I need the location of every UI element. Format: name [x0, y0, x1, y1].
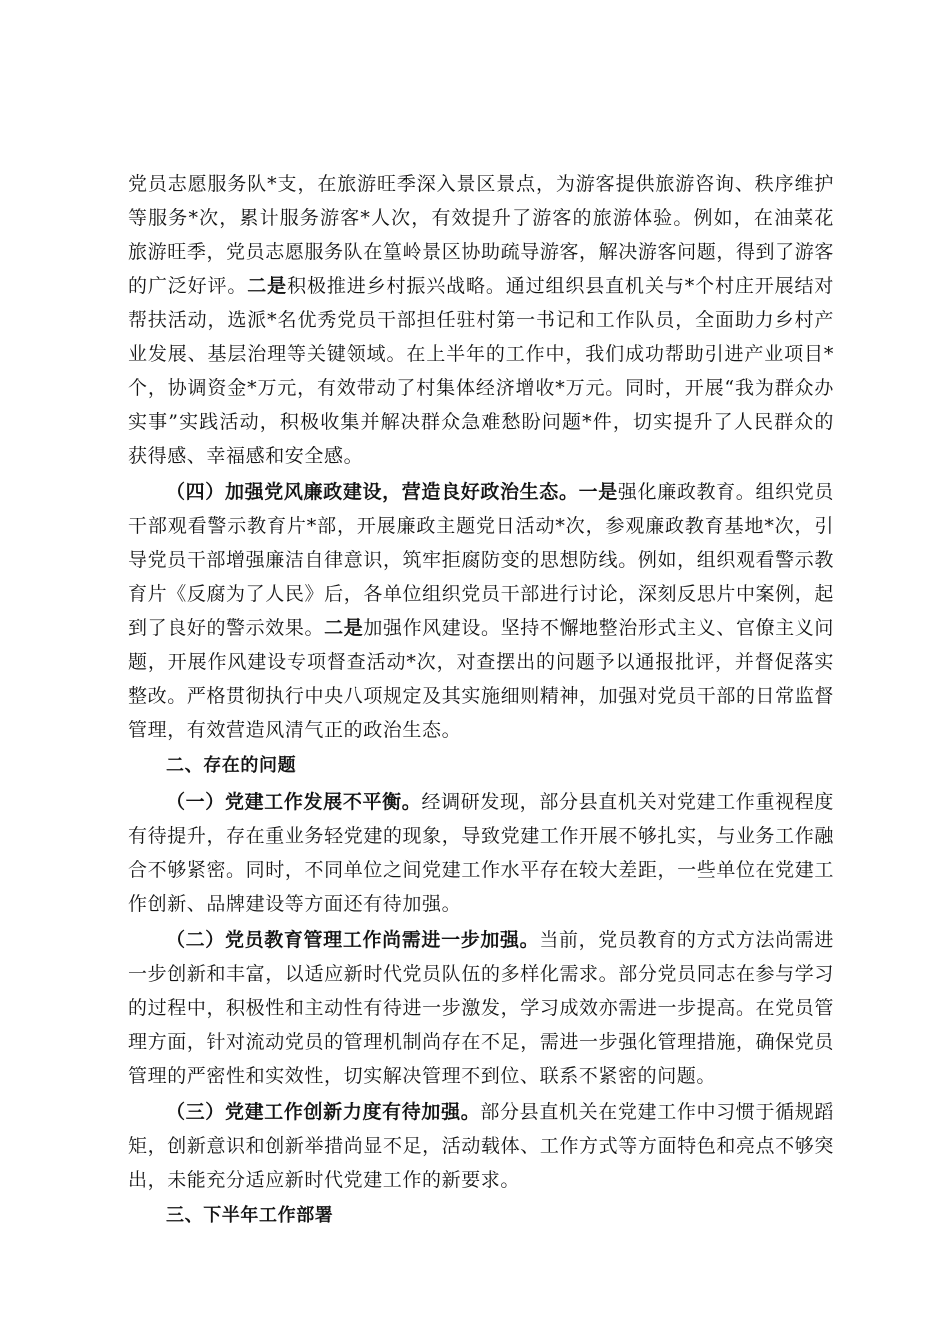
problem-item-text: 部分县直机关在党建工作中习惯于循规蹈矩，创新意识和创新举措尚显不足，活动载体、工作方式等方面特色和亮点不够突出，未能充分适应新时代党建工作的新要求。 [128, 1101, 834, 1191]
paragraph-integrity-building [128, 475, 834, 747]
problem-item-lead: （一）党建工作发展不平衡。 [166, 791, 422, 813]
problem-item-imbalance [128, 785, 834, 921]
document-body [128, 167, 834, 1235]
paragraph-text-continued: 积极推进乡村振兴战略。通过组织县直机关与*个村庄开展结对帮扶活动，选派*名优秀党员干部担任驻村第一书记和工作队员，全面助力乡村产业发展、基层治理等关键领域。在上半年的工作中，我们成功帮助引进产业项目*个，协调资金*万元，有效带动了村集体经济增收*万元。同时，开展“我为群众办实事”实践活动，积极收集并解决群众急难愁盼问题*件，切实提升了人民群众的获得感、幸福感和安全感。 [128, 275, 834, 467]
problem-item-text: 经调研发现，部分县直机关对党建工作重视程度有待提升，存在重业务轻党建的现象，导致党建工作开展不够扎实，与业务工作融合不够紧密。同时，不同单位之间党建工作水平存在较大差距，一些单位在党建工作创新、品牌建设等方面还有待加强。 [128, 791, 834, 915]
problem-item-innovation [128, 1095, 834, 1197]
problem-item-lead: （二）党员教育管理工作尚需进一步加强。 [166, 929, 540, 951]
section-heading-problems: 二、存在的问题 [166, 755, 297, 776]
problem-item-member-education [128, 923, 834, 1093]
problem-item-text: 当前，党员教育的方式方法尚需进一步创新和丰富，以适应新时代党员队伍的多样化需求。部分党员同志在参与学习的过程中，积极性和主动性有待进一步激发，学习成效亦需进一步提高。在党员管理方面，针对流动党员的管理机制尚存在不足，需进一步强化管理措施，确保党员管理的严密性和实效性，切实解决管理不到位、联系不紧密的问题。 [128, 929, 834, 1087]
problem-item-lead: （三）党建工作创新力度有待加强。 [166, 1101, 481, 1123]
section-heading-next-half-plan: 三、下半年工作部署 [166, 1205, 334, 1226]
paragraph-text: 党员志愿服务队*支，在旅游旺季深入景区景点，为游客提供旅游咨询、秩序维护等服务*次，累计服务游客*人次，有效提升了游客的旅游体验。例如，在油菜花旅游旺季，党员志愿服务队在篁岭景区协助疏导游客，解决游客问题，得到了游客的广泛好评。 [128, 173, 834, 297]
bold-lead-second: 二是 [247, 275, 288, 297]
bold-lead-second: 二是 [324, 617, 364, 639]
paragraph-lead-heading: （四）加强党风廉政建设，营造良好政治生态。一是 [166, 481, 618, 503]
paragraph-text: 强化廉政教育。组织党员干部观看警示教育片*部，开展廉政主题党日活动*次，参观廉政教育基地*次，引导党员干部增强廉洁自律意识，筑牢拒腐防变的思想防线。例如，组织观看警示教育片《反腐为了人民》后，各单位组织党员干部进行讨论，深刻反思片中案例，起到了良好的警示效果。 [128, 481, 834, 639]
paragraph-text-continued: 加强作风建设。坚持不懈地整治形式主义、官僚主义问题，开展作风建设专项督查活动*次，对查摆出的问题予以通报批评，并督促落实整改。严格贯彻执行中央八项规定及其实施细则精神，加强对党员干部的日常监督管理，有效营造风清气正的政治生态。 [128, 617, 834, 741]
paragraph-volunteer-and-rural-revitalization [128, 167, 834, 473]
